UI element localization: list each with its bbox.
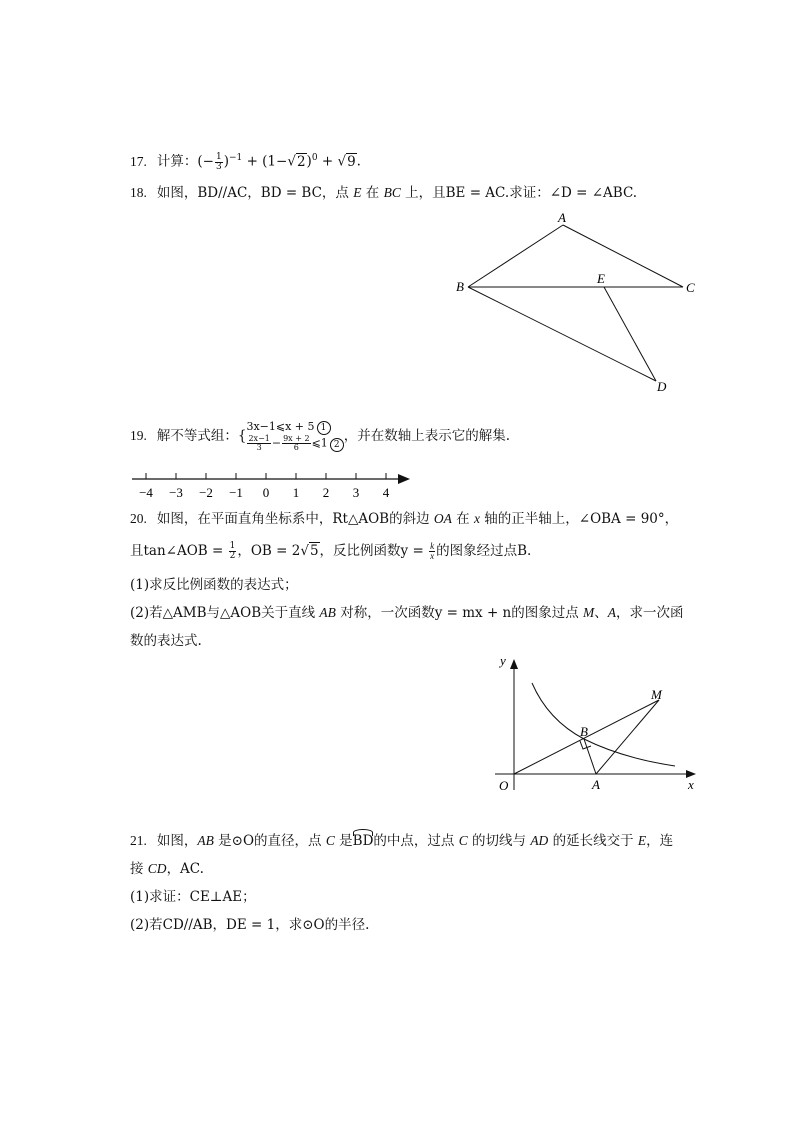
- q17: 17. 计算：(− $\frac{1}{3}$ )$^{-1} + (1-√2)^0 + √9$.: [130, 151, 361, 172]
- q17-fraction: $\frac{1}{3}$: [215, 151, 222, 172]
- q18: [130, 183, 637, 203]
- q21-l1-a: 如图，: [156, 833, 198, 849]
- q20-l2-a: 且tan∠AOB =: [130, 543, 228, 559]
- q21-l1-d: 的中点，过点: [373, 833, 459, 849]
- q20-l1-b: 在: [451, 511, 474, 527]
- q19-circle2: 2: [330, 438, 344, 452]
- label-c: C: [686, 280, 695, 295]
- q19-f2-top: 9x + 2: [283, 434, 310, 443]
- q19-ineq1: 3x−1⩽x + 5: [246, 420, 315, 433]
- q17-exponent: −1: [228, 153, 243, 163]
- q21-line1: [130, 831, 673, 851]
- q19-f2-bot: 6: [293, 443, 299, 452]
- q21-arc-bd: [353, 831, 374, 851]
- q21-ad: AD: [530, 833, 549, 848]
- q21-ab: AB: [197, 833, 214, 848]
- q17-mid: + (1−: [246, 153, 288, 170]
- tick-label: 4: [382, 485, 390, 500]
- label-b: B: [580, 724, 588, 739]
- q21-l1-c: 是: [334, 833, 353, 849]
- q21-l1-f: 的延长线交于: [548, 833, 638, 849]
- q20-p2-d: ，求一次函: [616, 605, 684, 621]
- label-y: y: [500, 653, 506, 668]
- q18-segment-bc: BC: [383, 185, 401, 200]
- q21-l1-b: 是⊙O的直径，点: [213, 833, 326, 849]
- q20-m: M: [583, 605, 595, 620]
- q21-part1: (1)求证：CE⊥AE；: [130, 889, 256, 905]
- q21-line2: [130, 859, 204, 879]
- q20-sqrt5: 5: [309, 543, 319, 559]
- q21-cd: CD: [147, 861, 167, 876]
- q18-text-c: 上，且BE = AC.求证：∠D = ∠ABC.: [400, 185, 638, 201]
- tick-label: 1: [292, 485, 300, 500]
- q18-figure: [450, 208, 710, 398]
- segment-ed: [604, 287, 656, 381]
- segment-ac: [563, 225, 683, 287]
- q20-p2-b: 对称，一次函数y = mx + n的图象过点: [335, 605, 584, 621]
- q20-half-top: 1: [229, 541, 236, 551]
- q20-line2: 且tan∠AOB = $\frac{1}{2}$ ，OB = 2√5，反比例函数y = $\frac{k}{x}$ 的图象经过点B.: [130, 541, 532, 561]
- q21-l1-g: ，连: [646, 833, 674, 849]
- label-a: A: [592, 777, 600, 792]
- q20-a: A: [607, 605, 617, 620]
- q21-part2: (2)若CD//AB，DE = 1，求⊙O的半径.: [130, 917, 370, 933]
- q17-number: 17.: [130, 153, 147, 169]
- q20-p2-a: (2)若△AMB与△AOB关于直线: [130, 605, 320, 621]
- q17-plus: +: [321, 153, 334, 170]
- q17-label: 计算：: [156, 153, 198, 170]
- q20-figure: [490, 650, 700, 800]
- label-a: A: [558, 210, 566, 225]
- q20-kx: x: [430, 551, 435, 561]
- q21-number: 21.: [130, 833, 147, 848]
- q20-oa: OA: [433, 511, 452, 526]
- q20-number: 20.: [130, 511, 147, 526]
- q20-part2: [130, 603, 684, 623]
- tick-label: −1: [229, 485, 243, 500]
- segment-ab: [468, 225, 563, 287]
- tick-label: −4: [139, 485, 153, 500]
- label-e: E: [597, 271, 605, 286]
- label-m: M: [651, 687, 662, 702]
- tick-label: 2: [322, 485, 330, 500]
- q20-part1: (1)求反比例函数的表达式；: [130, 577, 298, 593]
- q19-f1-top: 2x−1: [248, 434, 270, 443]
- q20-x: x: [473, 511, 480, 526]
- q19-minus: −: [271, 436, 282, 450]
- q21-l2-b: ，AC.: [166, 861, 204, 877]
- q17-end: .: [356, 153, 361, 170]
- label-o: O: [499, 778, 509, 793]
- q21-l1-e: 的切线与: [467, 833, 531, 849]
- q17-sqrt9: 9: [347, 153, 356, 170]
- q20-l2-d: 的图象经过点B.: [436, 543, 532, 559]
- q20-line1: [130, 509, 678, 529]
- q19-tail: ，并在数轴上表示它的解集.: [343, 428, 511, 444]
- q19: [130, 420, 510, 452]
- number-line-arrow: [398, 474, 410, 484]
- q18-point-e: E: [353, 185, 362, 200]
- segment-bd: [468, 287, 656, 381]
- q19-circle1: 1: [317, 421, 331, 435]
- tick-label: −3: [169, 485, 183, 500]
- q19-label: 解不等式组：{: [156, 428, 247, 444]
- q21-c2: C: [458, 833, 468, 848]
- q18-text-a: 如图，BD//AC，BD = BC，点: [156, 185, 354, 201]
- q19-system: [246, 420, 343, 452]
- tick-label: −2: [199, 485, 213, 500]
- tick-label: 3: [352, 485, 360, 500]
- q21-e: E: [637, 833, 647, 848]
- q20-k: k: [430, 541, 435, 551]
- q20-l2-c: ，反比例函数y =: [319, 543, 429, 559]
- q21-c: C: [325, 833, 335, 848]
- q17-exp0: 0: [311, 153, 318, 163]
- number-line: [128, 468, 418, 502]
- segment-am: [596, 700, 659, 774]
- q20-l1-a: 如图，在平面直角坐标系中，Rt△AOB的斜边: [156, 511, 434, 527]
- label-b: B: [456, 279, 464, 294]
- q19-f1-bot: 3: [256, 443, 262, 452]
- q19-number: 19.: [130, 428, 147, 443]
- q21-l2-a: 接: [130, 861, 148, 877]
- q17-mid2: ): [306, 153, 312, 170]
- q17-sqrt2: 2: [296, 153, 306, 170]
- label-x: x: [688, 777, 694, 792]
- y-axis-arrow: [510, 659, 518, 669]
- q18-number: 18.: [130, 185, 147, 200]
- q20-part2-cont: 数的表达式.: [130, 633, 202, 649]
- q21-arc-label: BD: [352, 833, 374, 849]
- q18-text-b: 在: [361, 185, 384, 201]
- q19-ineq2-tail: ⩽1: [311, 436, 328, 450]
- tick-label: 0: [262, 485, 270, 500]
- q20-ab: AB: [319, 605, 336, 620]
- q20-l2-b: ，OB = 2: [237, 543, 301, 559]
- q20-p2-c: 、: [594, 605, 608, 621]
- label-d: D: [657, 379, 667, 394]
- q20-half-bot: 2: [229, 551, 236, 561]
- q20-l1-c: 轴的正半轴上，∠OBA = 90°，: [479, 511, 679, 527]
